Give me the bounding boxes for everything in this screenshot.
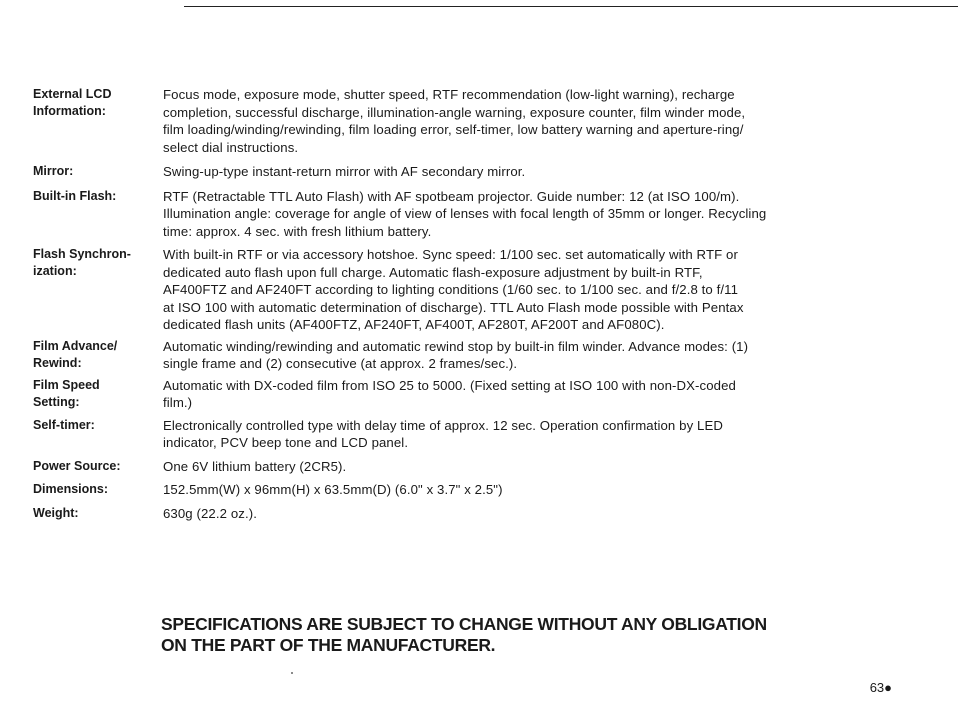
spec-label: Flash Synchron- ization: <box>33 247 131 278</box>
spec-row-self-timer <box>33 417 893 452</box>
page-number: 63● <box>869 680 892 695</box>
spec-row-dimensions <box>33 481 893 499</box>
spec-label: Self-timer: <box>33 417 95 432</box>
spec-value: Electronically controlled type with delay time of approx. 12 sec. Operation confirmation by LED indicator, PCV beep tone and LCD panel. <box>163 417 723 450</box>
spec-value: Automatic with DX-coded film from ISO 25 to 5000. (Fixed setting at ISO 100 with non-DX-coded film.) <box>163 377 736 410</box>
specifications-notice: SPECIFICATIONS ARE SUBJECT TO CHANGE WITHOUT ANY OBLIGATION ON THE PART OF THE MANUFACTURER. <box>161 614 767 655</box>
spec-label: External LCD Information: <box>33 87 112 118</box>
spec-row-mirror <box>33 163 893 181</box>
spec-value: Swing-up-type instant-return mirror with AF secondary mirror. <box>163 164 526 179</box>
spec-row-flash-sync <box>33 246 893 334</box>
spec-value: One 6V lithium battery (2CR5). <box>163 458 347 474</box>
spec-value: Automatic winding/rewinding and automatic rewind stop by built-in film winder. Advance modes: (1) single frame and (2) consecutive (at approx. 2 frames/sec.). <box>163 338 749 371</box>
spec-row-film-speed <box>33 377 893 412</box>
spec-value: 152.5mm(W) x 96mm(H) x 63.5mm(D) (6.0" x 3.7" x 2.5") <box>163 482 503 497</box>
spec-value: Focus mode, exposure mode, shutter speed, RTF recommendation (low-light warning), recharge completion, successful discharge, illumination-angle warning, exposure counter, film winder mode, film loading/winding/rewinding, film loading error, self-timer, low battery warning and aperture-ring/ select dial instructions. <box>163 87 746 155</box>
spec-label: Film Advance/ Rewind: <box>33 338 118 370</box>
spec-label: Weight: <box>33 505 79 520</box>
spec-row-film-advance <box>33 338 893 373</box>
top-rule <box>184 6 958 7</box>
spec-label: Film Speed Setting: <box>33 377 100 409</box>
spec-row-weight <box>33 505 893 523</box>
spec-value: With built-in RTF or via accessory hotshoe. Sync speed: 1/100 sec. set automatically with RTF or dedicated auto flash upon full charge. Automatic flash-exposure adjustment by built-in RTF, AF400FTZ and AF240FT according to lighting conditions (1/60 sec. to 1/100 sec. and f/2.8 to f/11 at ISO 100 with automatic determination of discharge). TTL Auto Flash mode possible with Pentax dedicated flash units (AF400FTZ, AF240FT, AF400T, AF280T, AF200T and AF080C). <box>163 247 744 332</box>
spec-value: 630g (22.2 oz.). <box>163 505 257 521</box>
specifications-table <box>33 86 893 522</box>
print-speck <box>291 672 293 674</box>
spec-value: RTF (Retractable TTL Auto Flash) with AF spotbeam projector. Guide number: 12 (at ISO 100/m). Illumination angle: coverage for angle of view of lenses with focal length of 35mm or longer. Recycling time: approx. 4 sec. with fresh lithium battery. <box>163 188 767 239</box>
spec-label: Dimensions: <box>33 482 109 496</box>
spec-label: Built-in Flash: <box>33 188 117 203</box>
spec-label: Power Source: <box>33 458 121 473</box>
spec-row-built-in-flash <box>33 188 893 241</box>
spec-row-external-lcd <box>33 86 893 156</box>
spec-row-power-source <box>33 458 893 476</box>
spec-label: Mirror: <box>33 164 74 178</box>
